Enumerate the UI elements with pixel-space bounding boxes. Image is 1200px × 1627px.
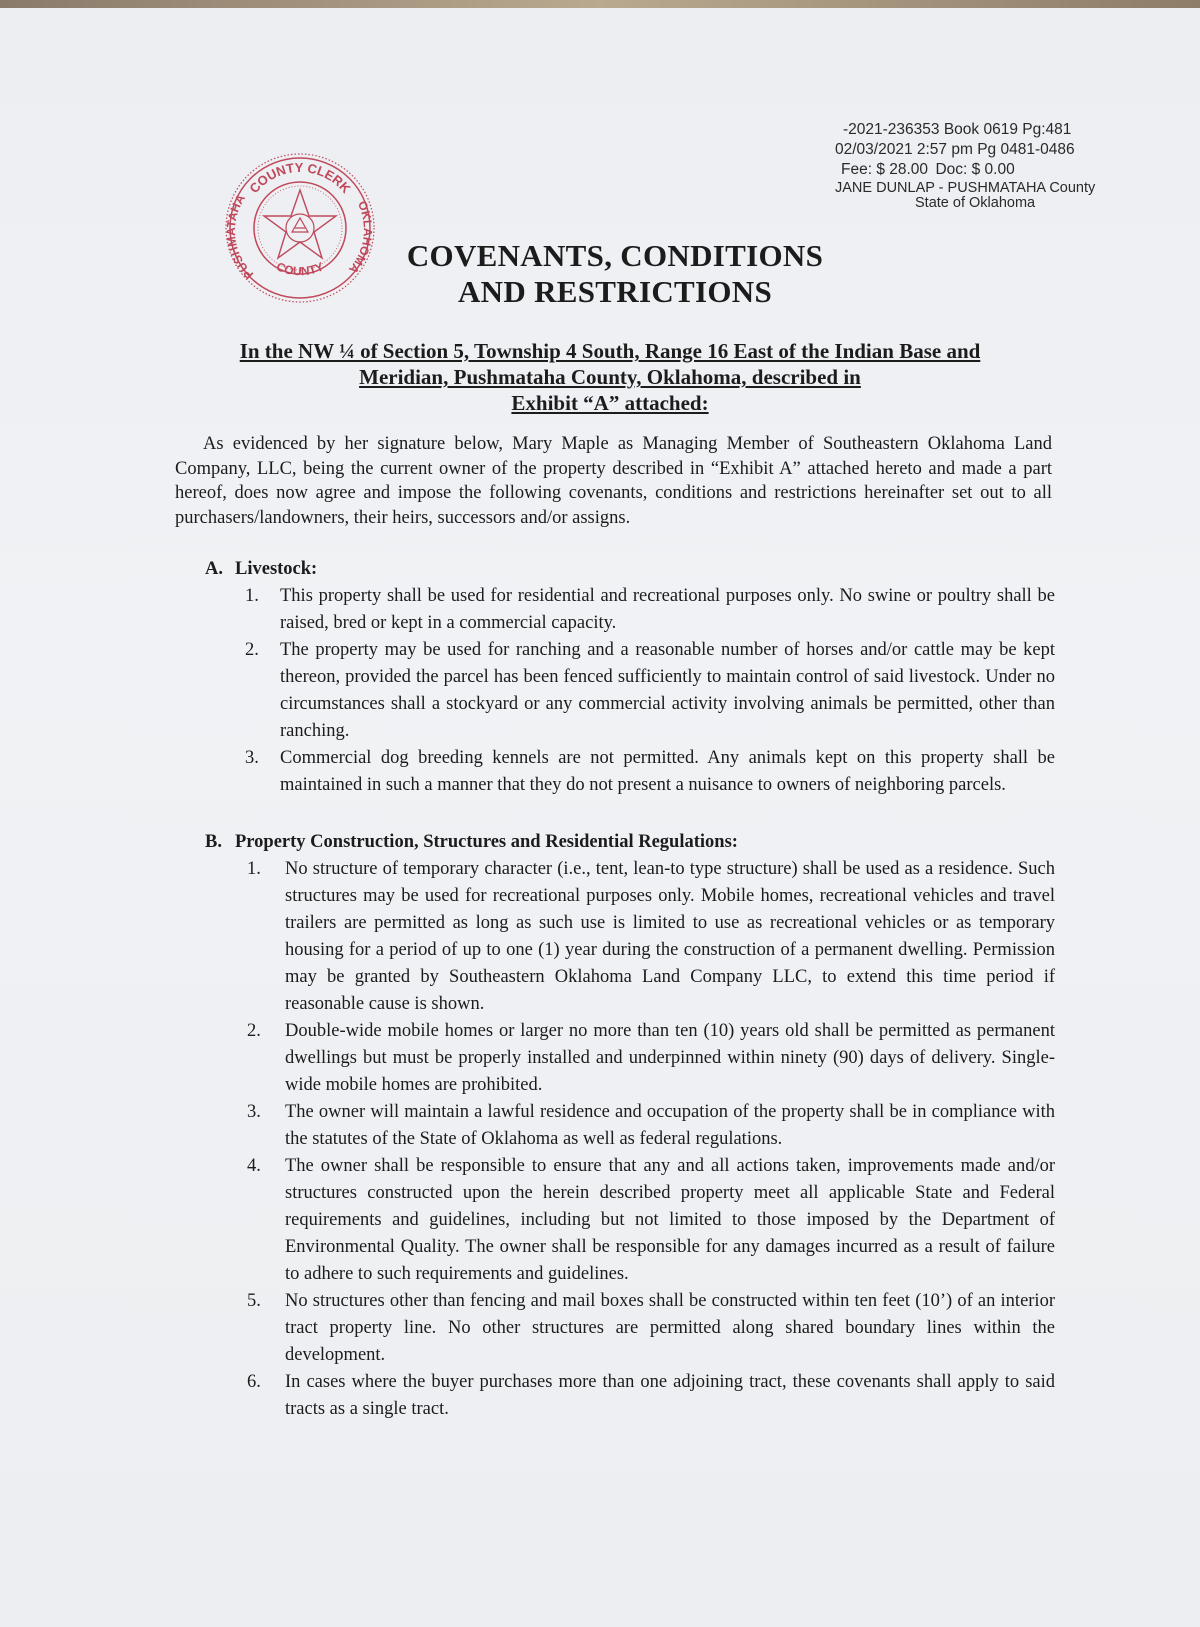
section-letter: B. — [205, 832, 222, 852]
section-list — [205, 856, 1055, 1423]
seal-bottom-text: COUNTY — [274, 259, 326, 279]
section-heading — [205, 829, 1055, 856]
subtitle-line-1: In the NW ¼ of Section 5, Township 4 South, Range 16 East of the Indian Base and — [239, 339, 981, 363]
item-number: 1. — [245, 586, 259, 606]
seal-left-text: PUSHMATAHA — [223, 191, 257, 282]
stamp-line-2: 02/03/2021 2:57 pm Pg 0481-0486 — [835, 141, 1075, 158]
section-title: Livestock: — [235, 559, 318, 579]
list-item — [205, 745, 1055, 799]
seal-top-text: COUNTY CLERK — [246, 159, 354, 197]
intro-paragraph: As evidenced by her signature below, Mary Maple as Managing Member of Southeastern Oklahoma Land Company, LLC, being the current owner of the property described in “Exhibit A” attached hereto and made a part hereof, does now agree and impose the following covenants, conditions and restrictions hereinafter set out to all purchasers/landowners, their heirs, successors and/or assigns. — [175, 434, 1052, 528]
item-text: No structures other than fencing and mail boxes shall be constructed within ten feet (10’) of an interior tract property line. No other structures are permitted along shared boundary lines within the development. — [285, 1291, 1055, 1365]
list-item — [205, 637, 1055, 745]
document-title — [300, 238, 930, 310]
section-heading — [205, 556, 1055, 583]
item-number: 4. — [247, 1156, 261, 1176]
list-item — [205, 1099, 1055, 1153]
list-item — [205, 1369, 1055, 1423]
section-livestock — [205, 556, 1055, 799]
list-item — [205, 1153, 1055, 1288]
seal-right-text: OKLAHOMA — [346, 198, 376, 277]
item-text: The owner will maintain a lawful residence and occupation of the property shall be in compliance with the statutes of the State of Oklahoma as well as federal regulations. — [285, 1102, 1055, 1149]
list-item — [205, 583, 1055, 637]
item-text: In cases where the buyer purchases more than one adjoining tract, these covenants shall apply to said tracts as a single tract. — [285, 1372, 1055, 1419]
item-number: 6. — [247, 1372, 261, 1392]
item-text: No structure of temporary character (i.e., tent, lean-to type structure) shall be used as a residence. Such structures may be used for recreational purposes only. Mobile homes, recreational vehicles and travel trailers are permitted as long as such use is limited to use as recreational vehicles or as temporary housing for a period of up to one (1) year during the construction of a permanent dwelling. Permission may be granted by Southeastern Oklahoma Land Company LLC, to extend this time period if reasonable cause is shown. — [285, 859, 1055, 1014]
stamp-line-4: JANE DUNLAP - PUSHMATAHA County — [835, 180, 1096, 196]
svg-text:PUSHMATAHA — [224, 192, 256, 282]
stamp-line-5: State of Oklahoma — [915, 195, 1036, 211]
section-title: Property Construction, Structures and Residential Regulations: — [235, 832, 738, 852]
title-line-2: AND RESTRICTIONS — [457, 274, 772, 309]
list-item — [205, 856, 1055, 1018]
top-edge — [0, 0, 1200, 8]
list-item — [205, 1018, 1055, 1099]
item-text: This property shall be used for residential and recreational purposes only. No swine or poultry shall be raised, bred or kept in a commercial capacity. — [280, 586, 1055, 633]
section-property-construction — [205, 829, 1055, 1423]
section-list — [205, 583, 1055, 799]
subtitle-line-3: Exhibit “A” attached: — [511, 391, 709, 415]
stamp-line-3: Fee: $ 28.00 Doc: $ 0.00 — [841, 161, 1015, 178]
item-number: 5. — [247, 1291, 261, 1311]
section-letter: A. — [205, 559, 223, 579]
item-text: Commercial dog breeding kennels are not permitted. Any animals kept on this property shall be maintained in such a manner that they do not present a nuisance to owners of neighboring parcels. — [280, 748, 1055, 795]
property-description-heading — [170, 338, 1050, 416]
item-number: 2. — [245, 640, 259, 660]
recording-stamp — [835, 120, 1135, 210]
stamp-line-1: -2021-236353 Book 0619 Pg:481 — [843, 121, 1072, 138]
subtitle-line-2: Meridian, Pushmataha County, Oklahoma, described in — [359, 365, 861, 389]
item-number: 3. — [245, 748, 259, 768]
item-number: 2. — [247, 1021, 261, 1041]
list-item — [205, 1288, 1055, 1369]
title-line-1: COVENANTS, CONDITIONS — [406, 238, 824, 273]
item-text: The owner shall be responsible to ensure that any and all actions taken, improvements made and/or structures constructed upon the herein described property meet all applicable State and Federal requirements and guidelines, including but not limited to those imposed by the Department of Environmental Quality. The owner shall be responsible for any damages incurred as a result of failure to adhere to such requirements and guidelines. — [285, 1156, 1055, 1284]
item-number: 3. — [247, 1102, 261, 1122]
item-text: The property may be used for ranching and a reasonable number of horses and/or cattle may be kept thereon, provided the parcel has been fenced sufficiently to maintain control of said livestock. Under no circumstances shall a stockyard or any commercial activity involving animals be permitted, other than ranching. — [280, 640, 1055, 741]
item-number: 1. — [247, 859, 261, 879]
item-text: Double-wide mobile homes or larger no more than ten (10) years old shall be permitted as permanent dwellings but must be properly installed and underpinned within ninety (90) days of delivery. Single-wide mobile homes are prohibited. — [285, 1021, 1055, 1095]
